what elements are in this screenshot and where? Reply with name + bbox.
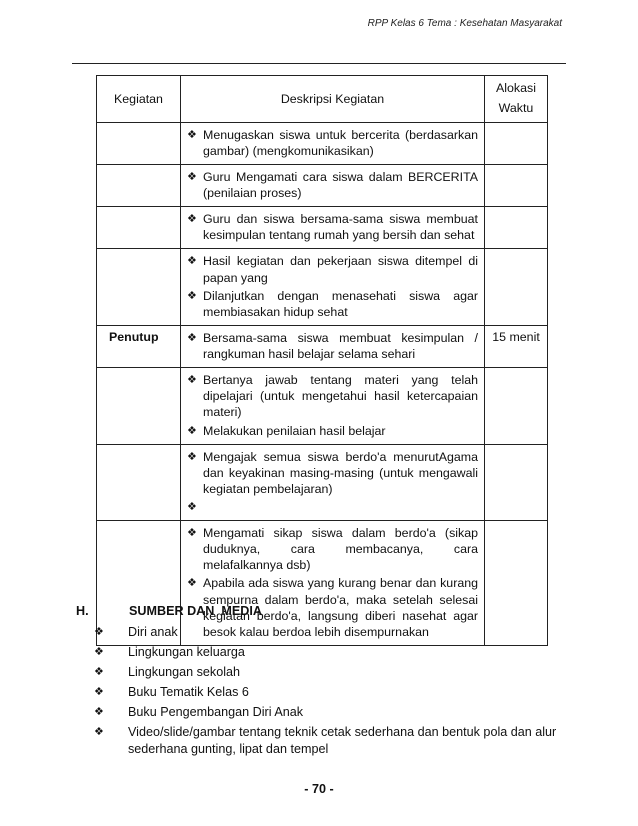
kegiatan-cell <box>97 122 181 164</box>
bullet-item <box>187 423 478 439</box>
bullet-text: Bersama-sama siswa membuat kesimpulan / rangkuman hasil belajar selama sehari <box>203 330 478 362</box>
deskripsi-cell <box>181 122 485 164</box>
diamond-bullet-icon: ❖ <box>94 725 104 738</box>
diamond-bullet-icon: ❖ <box>187 373 197 387</box>
diamond-bullet-icon: ❖ <box>187 127 197 141</box>
source-item-text: Buku Tematik Kelas 6 <box>128 685 249 699</box>
diamond-bullet-icon: ❖ <box>187 526 197 540</box>
diamond-bullet-icon: ❖ <box>187 169 197 183</box>
diamond-bullet-icon: ❖ <box>94 705 104 718</box>
table-row <box>97 325 548 367</box>
section-title: SUMBER DAN MEDIA <box>129 604 262 618</box>
kegiatan-cell: Penutup <box>97 325 181 367</box>
bullet-text: Mengajak semua siswa berdo'a menurutAgama dan keyakinan masing-masing (untuk mengawali kegiatan pembelajaran) <box>203 449 478 496</box>
bullet-text: Apabila ada siswa yang kurang benar dan kurang sempurna dalam berdo'a, maka setelah selesai kegiatan berdo'a, langsung diberi nasehat agar besok kalau berdoa lebih disempurnakan <box>203 576 478 639</box>
table-row <box>97 122 548 164</box>
bullet-item <box>187 525 478 573</box>
bullet-item <box>187 253 478 285</box>
source-item-text: Buku Pengembangan Diri Anak <box>128 705 304 719</box>
alokasi-waktu-cell <box>485 122 548 164</box>
diamond-bullet-icon: ❖ <box>187 423 197 437</box>
deskripsi-cell <box>181 207 485 249</box>
deskripsi-cell <box>181 444 485 520</box>
diamond-bullet-icon: ❖ <box>94 685 104 698</box>
bullet-item <box>187 449 478 497</box>
diamond-bullet-icon: ❖ <box>187 212 197 226</box>
alokasi-waktu-cell <box>485 164 548 206</box>
header-divider <box>72 63 566 64</box>
source-item-text: Lingkungan keluarga <box>128 645 245 659</box>
diamond-bullet-icon: ❖ <box>187 330 197 344</box>
source-item <box>94 624 568 641</box>
source-item <box>94 724 568 758</box>
bullet-text: Menugaskan siswa untuk bercerita (berdasarkan gambar) (mengkomunikasikan) <box>203 127 478 158</box>
alokasi-waktu-cell: 15 menit <box>485 325 548 367</box>
kegiatan-cell <box>97 444 181 520</box>
table-body <box>97 122 548 645</box>
bullet-item <box>187 211 478 243</box>
header-kegiatan: Kegiatan <box>97 76 181 123</box>
page-number: - 70 - <box>304 782 334 796</box>
alokasi-waktu-cell <box>485 444 548 520</box>
deskripsi-cell <box>181 368 485 445</box>
table-row <box>97 249 548 326</box>
activity-table <box>96 75 548 646</box>
source-item-text: Video/slide/gambar tentang teknik cetak sederhana dan bentuk pola dan alur sederhana gunting, lipat dan tempel <box>128 725 557 756</box>
running-header: RPP Kelas 6 Tema : Kesehatan Masyarakat <box>367 18 562 29</box>
deskripsi-cell <box>181 249 485 326</box>
bullet-text: Hasil kegiatan dan pekerjaan siswa ditempel di papan yang <box>203 254 478 285</box>
diamond-bullet-icon: ❖ <box>94 625 104 638</box>
source-item <box>94 664 568 681</box>
bullet-item <box>187 127 478 159</box>
table-row <box>97 164 548 206</box>
bullet-item <box>187 169 478 201</box>
bullet-item <box>187 499 478 515</box>
alokasi-waktu-cell <box>485 368 548 445</box>
bullet-text: Guru dan siswa bersama-sama siswa membuat kesimpulan tentang rumah yang bersih dan sehat <box>203 212 478 243</box>
deskripsi-cell <box>181 325 485 367</box>
diamond-bullet-icon: ❖ <box>187 500 197 514</box>
diamond-bullet-icon: ❖ <box>187 576 197 590</box>
header-alokasi-waktu: Alokasi Waktu <box>485 76 548 123</box>
kegiatan-cell <box>97 368 181 445</box>
source-item <box>94 684 568 701</box>
kegiatan-cell <box>97 164 181 206</box>
header-deskripsi: Deskripsi Kegiatan <box>181 76 485 123</box>
diamond-bullet-icon: ❖ <box>187 288 197 302</box>
source-item <box>94 644 568 661</box>
table-row <box>97 368 548 445</box>
deskripsi-cell <box>181 164 485 206</box>
kegiatan-cell <box>97 207 181 249</box>
bullet-text: Guru Mengamati cara siswa dalam BERCERITA (penilaian proses) <box>203 169 478 201</box>
diamond-bullet-icon: ❖ <box>187 254 197 268</box>
section-letter: H. <box>76 604 89 618</box>
alokasi-waktu-cell <box>485 249 548 326</box>
bullet-text: Bertanya jawab tentang materi yang telah dipelajari (untuk mengetahui hasil ketercapaian materi) <box>203 373 478 420</box>
diamond-bullet-icon: ❖ <box>187 449 197 463</box>
section-heading <box>76 603 568 620</box>
bullet-text: Dilanjutkan dengan menasehati siswa agar membiasakan hidup sehat <box>203 288 478 319</box>
diamond-bullet-icon: ❖ <box>94 665 104 678</box>
source-item <box>94 704 568 721</box>
table-row <box>97 444 548 520</box>
bullet-item <box>187 372 478 420</box>
bullet-item <box>187 330 478 362</box>
sumber-media-section <box>76 603 568 761</box>
table-row <box>97 207 548 249</box>
bullet-text: Melakukan penilaian hasil belajar <box>203 423 386 438</box>
bullet-text: Mengamati sikap siswa dalam berdo'a (sikap duduknya, cara membacanya, cara melafalkannya dsb) <box>203 526 478 573</box>
kegiatan-cell <box>97 249 181 326</box>
bullet-item <box>187 288 478 320</box>
alokasi-waktu-cell <box>485 207 548 249</box>
source-item-text: Diri anak <box>128 625 178 639</box>
diamond-bullet-icon: ❖ <box>94 645 104 658</box>
source-item-text: Lingkungan sekolah <box>128 665 241 679</box>
source-list <box>76 624 568 758</box>
